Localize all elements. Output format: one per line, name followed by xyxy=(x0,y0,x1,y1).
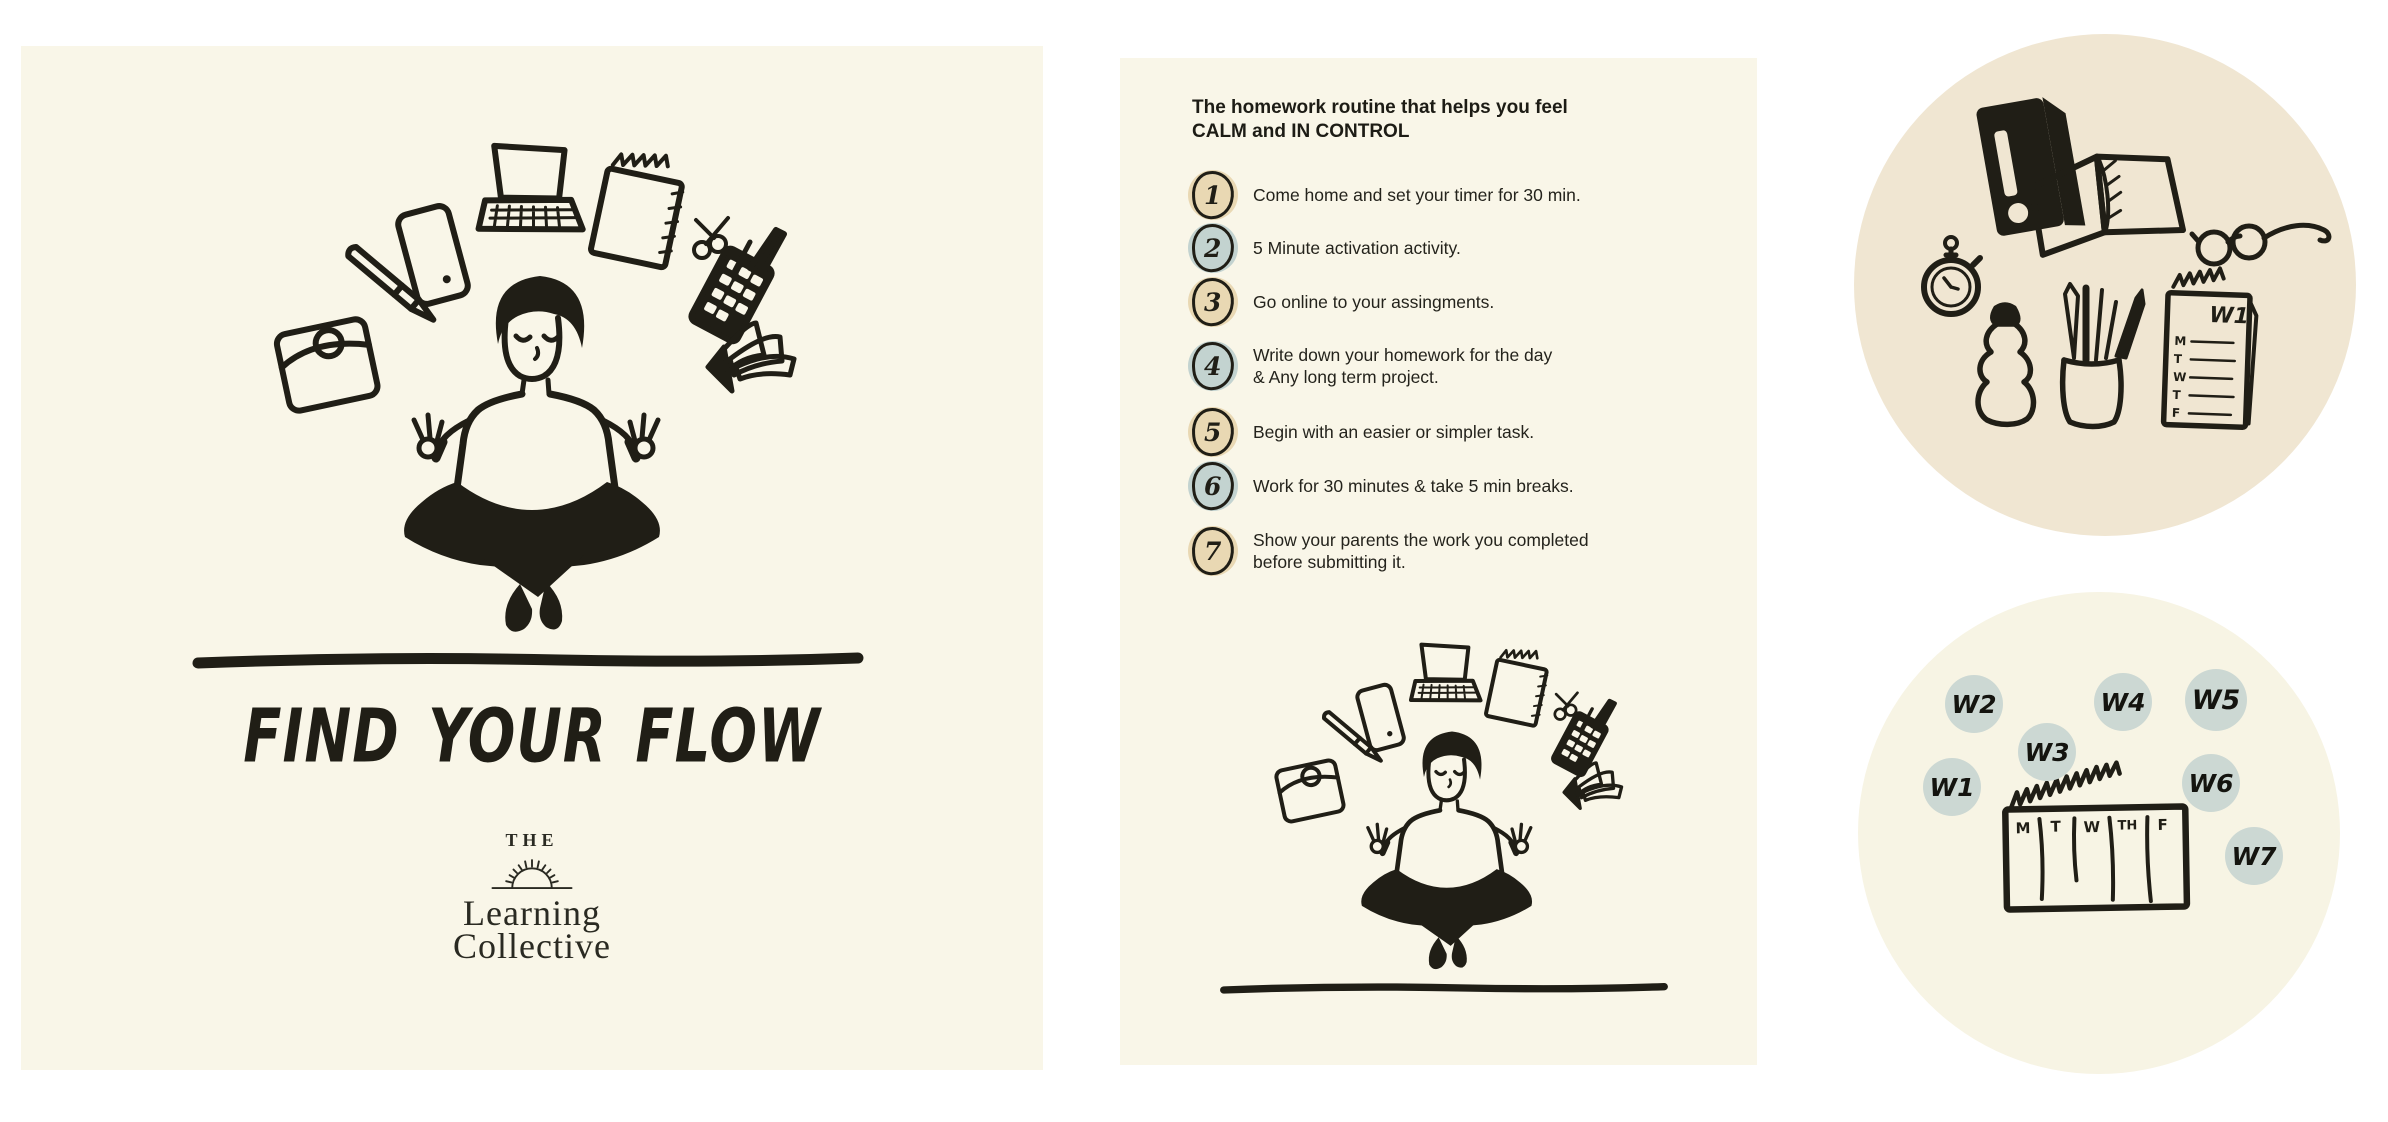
step-row xyxy=(1188,407,1534,457)
step-number-badge xyxy=(1188,407,1238,457)
routine-panel xyxy=(1120,58,1757,1065)
step-row xyxy=(1188,461,1574,511)
step-text-line: before submitting it. xyxy=(1253,552,1406,572)
stopwatch-icon xyxy=(1924,237,1980,314)
notepad-week-label: W1 xyxy=(2208,303,2250,330)
step-text-line: & Any long term project. xyxy=(1253,367,1439,387)
step-text xyxy=(1253,237,1461,259)
step-row xyxy=(1188,170,1581,220)
brand-logo xyxy=(21,830,1043,966)
week-badge: W1 xyxy=(1923,758,1981,816)
step-number-badge xyxy=(1188,170,1238,220)
svg-text:T: T xyxy=(2172,387,2181,403)
svg-text:F: F xyxy=(2171,405,2181,421)
svg-text:F: F xyxy=(2157,815,2168,834)
logo-the: THE xyxy=(505,830,559,850)
svg-text:M: M xyxy=(2174,333,2187,349)
step-number: 2 xyxy=(1204,233,1222,263)
week-badge: W6 xyxy=(2182,754,2240,812)
step-text-line: Work for 30 minutes & take 5 min breaks. xyxy=(1253,476,1574,496)
step-number: 1 xyxy=(1204,180,1222,210)
step-text xyxy=(1253,344,1552,388)
week-badge: W2 xyxy=(1945,675,2003,733)
step-number-badge xyxy=(1188,341,1238,391)
step-number-badge xyxy=(1188,277,1238,327)
supplies-circle xyxy=(1854,34,2356,536)
week-calendar-icon xyxy=(1998,782,2196,922)
step-text xyxy=(1253,529,1589,573)
week-badge: W7 xyxy=(2225,827,2283,885)
step-text-line: Come home and set your timer for 30 min. xyxy=(1253,185,1581,205)
step-text-line: Go online to your assingments. xyxy=(1253,292,1495,312)
step-number-badge xyxy=(1188,526,1238,576)
svg-text:W: W xyxy=(2172,369,2187,385)
step-row xyxy=(1188,341,1552,391)
step-number: 4 xyxy=(1204,351,1222,381)
logo-name-line2: Collective xyxy=(453,926,611,966)
step-row xyxy=(1188,277,1494,327)
step-text xyxy=(1253,421,1534,443)
cover-panel xyxy=(21,46,1043,1070)
week-badge: W4 xyxy=(2094,673,2152,731)
step-number: 6 xyxy=(1204,471,1222,501)
marker xyxy=(2116,290,2144,358)
week-badge: W5 xyxy=(2185,669,2247,731)
step-text-line: Write down your homework for the day xyxy=(1253,345,1553,365)
step-number-badge xyxy=(1188,223,1238,273)
step-text xyxy=(1253,184,1581,206)
step-number-badge xyxy=(1188,461,1238,511)
step-number: 5 xyxy=(1204,417,1222,447)
water-bottle-icon xyxy=(1978,305,2033,424)
svg-text:T: T xyxy=(2173,351,2183,367)
step-text-line: Begin with an easier or simpler task. xyxy=(1253,422,1535,442)
step-text-line: Show your parents the work you completed xyxy=(1253,530,1589,550)
clock-hands xyxy=(1944,278,1958,289)
step-number: 7 xyxy=(1204,536,1222,566)
step-number: 3 xyxy=(1204,287,1222,317)
week-notepad-icon xyxy=(2164,267,2258,428)
svg-text:TH: TH xyxy=(2117,818,2138,834)
step-text xyxy=(1253,475,1574,497)
heading-line1: The homework routine that helps you feel xyxy=(1192,97,1568,118)
week-badge: W3 xyxy=(2018,723,2076,781)
svg-text:W: W xyxy=(2083,817,2101,837)
poster-title: FIND YOUR FLOW xyxy=(243,694,821,780)
supplies-illustration xyxy=(1854,34,2356,536)
meditation-illustration xyxy=(140,112,940,672)
sunrise-icon xyxy=(489,857,575,895)
weeks-circle xyxy=(1858,592,2340,1074)
logo-name-line1: Learning xyxy=(463,893,601,933)
pencil-cup-icon xyxy=(2063,284,2144,427)
step-row xyxy=(1188,223,1461,273)
pencil xyxy=(2065,284,2078,358)
glasses-icon xyxy=(2192,225,2329,264)
step-text-line: 5 Minute activation activity. xyxy=(1253,238,1461,258)
svg-text:T: T xyxy=(2050,817,2061,836)
step-text xyxy=(1253,291,1494,313)
meditation-illustration-small xyxy=(1185,622,1719,996)
step-row xyxy=(1188,526,1589,576)
heading-line2: CALM and IN CONTROL xyxy=(1192,121,1410,142)
svg-text:M: M xyxy=(2015,819,2031,838)
